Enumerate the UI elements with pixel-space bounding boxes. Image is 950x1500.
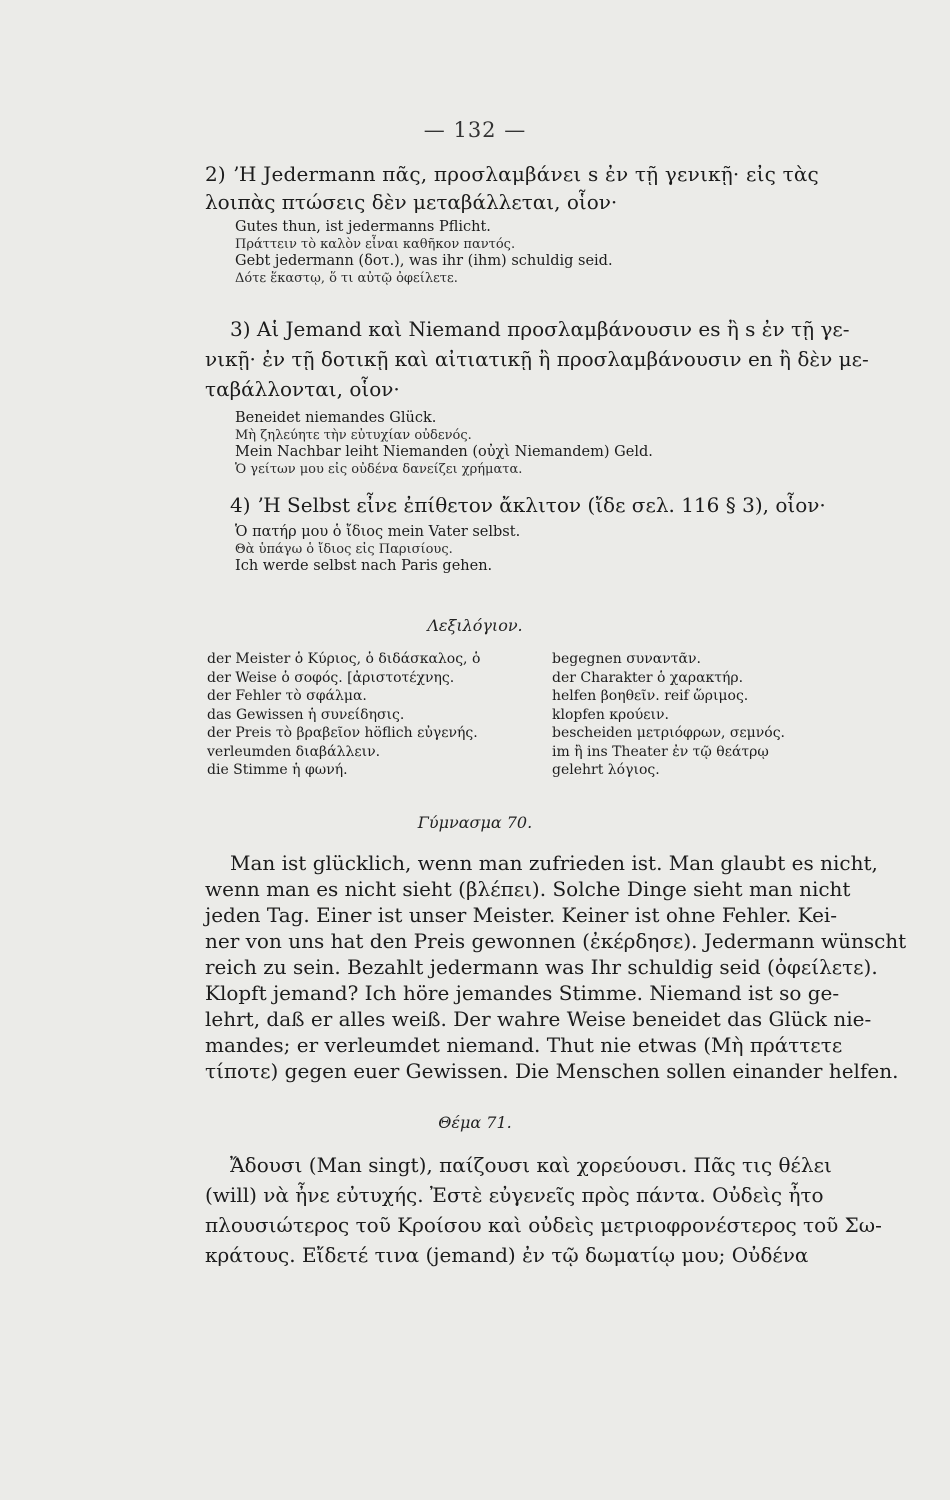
exercise-line: Ἄδουσι (Man singt), παίζουσι καὶ χορεύουσι. Πᾶς τις θέλει (230, 1153, 832, 1177)
greek-example: Μὴ ζηλεύητε τὴν εὐτυχίαν οὐδενός. (235, 428, 472, 443)
exercise-71-text (205, 1150, 882, 1270)
greek-example: Θὰ ὑπάγω ὁ ἴδιος εἰς Παρισίους. (235, 542, 453, 557)
exercise-line: ner von uns hat den Preis gewonnen (ἐκέρδησε). Jedermann wünscht (205, 929, 907, 953)
page-number: — 132 — (423, 118, 527, 142)
vocabulary-right-column (552, 650, 785, 780)
section-2-line: λοιπὰς πτώσεις δὲν μεταβάλλεται, οἷον· (205, 190, 618, 214)
vocabulary-entry: gelehrt λόγιος. (552, 762, 660, 778)
exercise-line: πλουσιώτερος τοῦ Κροίσου καὶ οὐδεὶς μετριοφρονέστερος τοῦ Σω- (205, 1213, 882, 1237)
vocabulary-entry: der Preis τὸ βραβεῖον höflich εὐγενής. (207, 725, 478, 741)
vocabulary-entry: klopfen κρούειν. (552, 706, 669, 723)
vocabulary-entry: der Weise ὁ σοφός. [ἀριστοτέχνης. (207, 669, 455, 686)
vocabulary-entry: der Charakter ὁ χαρακτήρ. (552, 669, 744, 686)
vocabulary-entry: bescheiden μετριόφρων, σεμνός. (552, 725, 786, 741)
german-example: Beneidet niemandes Glück. (235, 410, 437, 426)
greek-example: Δότε ἕκαστῳ, ὅ τι αὐτῷ ὀφείλετε. (235, 271, 458, 286)
german-example: Gebt jedermann (δοτ.), was ihr (ihm) schuldig seid. (235, 253, 613, 269)
vocabulary-entry: im ἢ ins Theater ἐν τῷ θεάτρῳ (552, 743, 769, 760)
section-4-line: 4) ʼΗ Selbst εἶνε ἐπίθετον ἄκλιτον (ἴδε σελ. 116 § 3), οἷον· (230, 493, 826, 517)
section-2-line: 2) ʼΗ Jedermann πᾶς, προσλαμβάνει s ἐν τῇ γενικῇ· εἰς τὰς (205, 162, 819, 186)
exercise-line: (will) νὰ ἦνε εὐτυχής. Ἐστὲ εὐγενεῖς πρὸς πάντα. Οὐδεὶς ἦτο (205, 1183, 824, 1207)
exercise-line: wenn man es nicht sieht (βλέπει). Solche Dinge sieht man nicht (205, 877, 851, 901)
exercise-70-text (205, 850, 907, 1084)
vocabulary-entry: der Fehler τὸ σφάλμα. (207, 688, 367, 704)
exercise-70-heading: Γύμνασμα 70. (417, 813, 533, 832)
exercise-line: κράτους. Εἴδετέ τινα (jemand) ἐν τῷ δωματίῳ μου; Οὐδένα (205, 1243, 809, 1267)
exercise-line: Klopft jemand? Ich höre jemandes Stimme. Niemand ist so ge- (205, 981, 840, 1005)
vocabulary-left-column (207, 650, 480, 780)
vocabulary-entry: begegnen συναντᾶν. (552, 651, 701, 667)
section-3-line: 3) Αἱ Jemand καὶ Niemand προσλαμβάνουσιν es ἢ s ἐν τῇ γε- (230, 317, 850, 341)
vocabulary-entry: verleumden διαβάλλειν. (207, 743, 381, 760)
exercise-line: Man ist glücklich, wenn man zufrieden ist. Man glaubt es nicht, (230, 851, 878, 875)
section-2 (205, 163, 850, 287)
section-3-line: ταβάλλονται, οἷον· (205, 377, 400, 401)
vocabulary-entry: der Meister ὁ Κύριος, ὁ διδάσκαλος, ὁ (207, 651, 481, 667)
section-3 (205, 317, 869, 478)
greek-example: Ὁ γείτων μου εἰς οὐδένα δανείζει χρήματα. (235, 462, 523, 477)
section-3-line: νικῇ· ἐν τῇ δοτικῇ καὶ αἰτιατικῇ ἢ προσλαμβάνουσιν en ἢ δὲν με- (205, 347, 869, 371)
german-example: Ich werde selbst nach Paris gehen. (235, 558, 493, 574)
exercise-line: reich zu sein. Bezahlt jedermann was Ihr schuldig seid (ὀφείλετε). (205, 955, 878, 979)
greek-example: Πράττειν τὸ καλὸν εἶναι καθῆκον παντός. (235, 237, 516, 252)
german-example: Gutes thun, ist jedermanns Pflicht. (235, 219, 491, 235)
exercise-line: jeden Tag. Einer ist unser Meister. Keiner ist ohne Fehler. Kei- (205, 903, 838, 927)
exercise-line: mandes; er verleumdet niemand. Thut nie etwas (Μὴ πράττετε (205, 1033, 843, 1057)
vocabulary-entry: helfen βοηθεῖν. reif ὥριμος. (552, 688, 749, 704)
exercise-line: τίποτε) gegen euer Gewissen. Die Menschen sollen einander helfen. (205, 1059, 899, 1083)
german-example: Mein Nachbar leiht Niemanden (οὐχὶ Niemandem) Geld. (235, 444, 653, 460)
exercise-line: lehrt, daß er alles weiß. Der wahre Weise beneidet das Glück nie- (205, 1007, 872, 1031)
vocabulary-entry: das Gewissen ἡ συνείδησις. (207, 706, 405, 723)
german-example: Ὁ πατήρ μου ὁ ἴδιος mein Vater selbst. (235, 524, 521, 540)
exercise-71-heading: Θέμα 71. (438, 1113, 512, 1132)
vocabulary-entry: die Stimme ἡ φωνή. (207, 762, 348, 778)
vocabulary-heading: Λεξιλόγιον. (427, 616, 523, 635)
section-4 (205, 494, 850, 575)
